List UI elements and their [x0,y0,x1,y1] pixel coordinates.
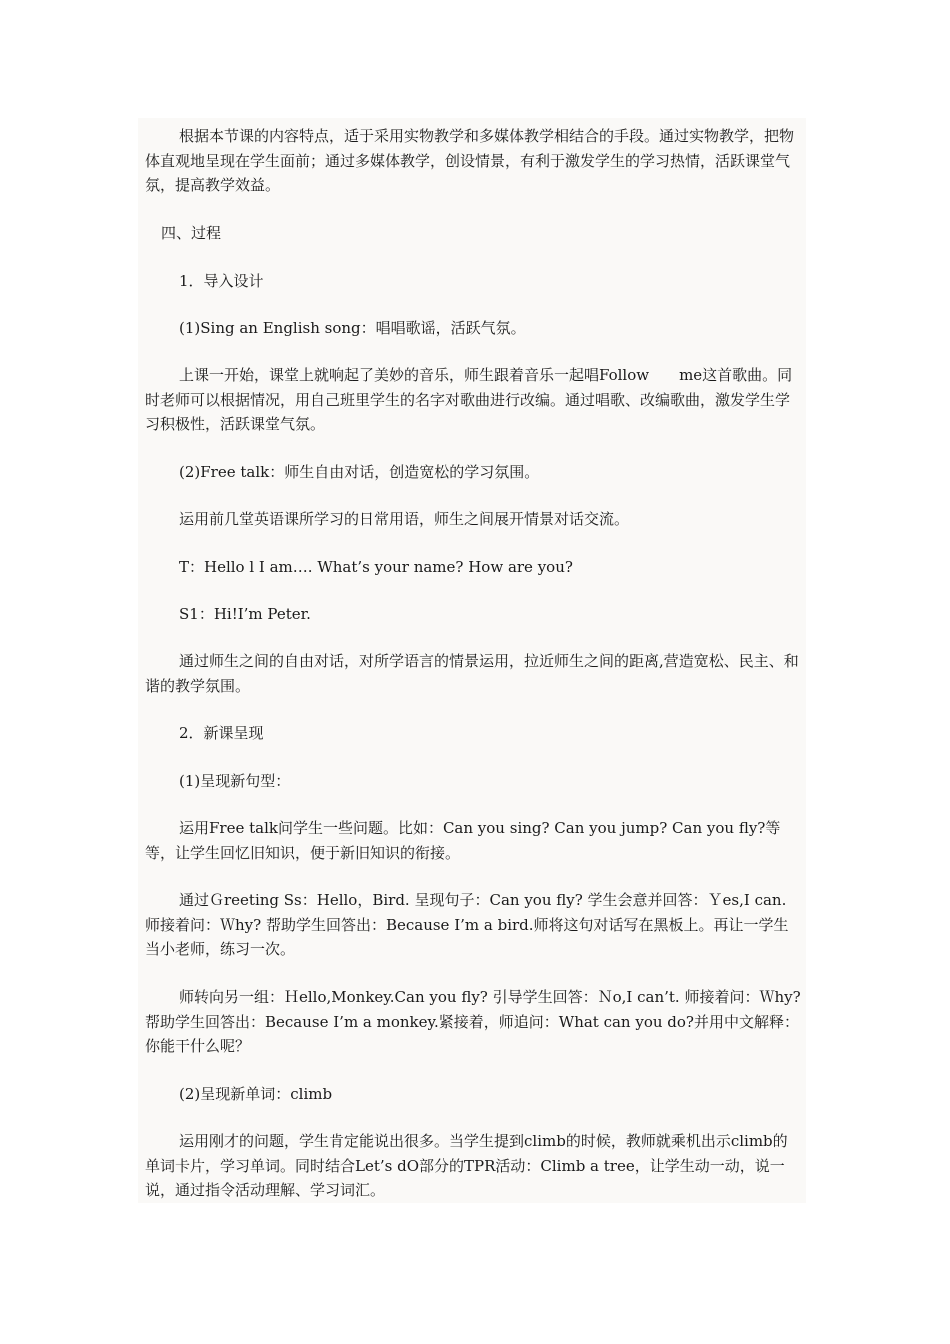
dialogue-teacher: T：Hello l I am…. What’s your name? How are you? [179,558,573,576]
paragraph-greeting-monkey: 师转向另一组：Ｈello,Monkey.Can you fly? 引导学生回答：Ｎo,I can’t. 师接着问：Ｗhy? 帮助学生回答出：Because I’m a monkey.紧接着，师追问：What can you do?并用中文解释：你能干什么呢？ [145,988,801,1055]
paragraph-sing-song: (1)Sing an English song：唱唱歌谣，活跃气氛。 [179,319,526,337]
subheading-new-lesson: 2．新课呈现 [179,724,264,742]
paragraph-climb-activity: 运用刚才的问题，学生肯定能说出很多。当学生提到climb的时候，教师就乘机出示climb的单词卡片，学习单词。同时结合Let’s dO部分的TPR活动：Climb a tree，让学生动一动，说一说，通过指令活动理解、学习词汇。 [145,1132,788,1199]
paragraph-teaching-means: 根据本节课的内容特点，适于采用实物教学和多媒体教学相结合的手段。通过实物教学，把物体直观地呈现在学生面前；通过多媒体教学，创设情景，有利于激发学生的学习热情，活跃课堂气氛，提高教学效益。 [145,127,795,194]
paragraph-class-start: 上课一开始，课堂上就响起了美妙的音乐，师生跟着音乐一起唱Follow me这首歌曲。同时老师可以根据情况，用自己班里学生的名字对歌曲进行改编。通过唱歌、改编歌曲，激发学生学习积极性，活跃课堂气氛。 [145,366,793,433]
paragraph-greeting-bird: 通过Ｇreeting Ss：Hello，Bird. 呈现句子：Can you fly? 学生会意并回答：Ｙes,I can.师接着问：Ｗhy? 帮助学生回答出：Because I’m a bird.师将这句对话写在黑板上。再让一学生当小老师，练习一次。 [145,891,789,958]
paragraph-daily-expressions: 运用前几堂英语课所学习的日常用语，师生之间展开情景对话交流。 [179,510,630,528]
document-body [138,118,806,1203]
paragraph-free-dialogue-effect: 通过师生之间的自由对话，对所学语言的情景运用，拉近师生之间的距离,营造宽松、民主、和谐的教学氛围。 [145,652,799,695]
dialogue-student: S1：Hi!I’m Peter. [179,605,311,623]
subheading-new-sentence: (1)呈现新句型： [179,772,291,790]
subheading-new-word: (2)呈现新单词：climb [179,1085,333,1103]
paragraph-free-talk: (2)Free talk：师生自由对话，创造宽松的学习氛围。 [179,463,540,481]
subheading-lead-in: 1．导入设计 [179,272,264,290]
paragraph-free-talk-questions: 运用Free talk问学生一些问题。比如：Can you sing? Can you jump? Can you fly?等等，让学生回忆旧知识，便于新旧知识的衔接。 [145,819,781,862]
section-heading-process: 四、过程 [161,224,222,242]
